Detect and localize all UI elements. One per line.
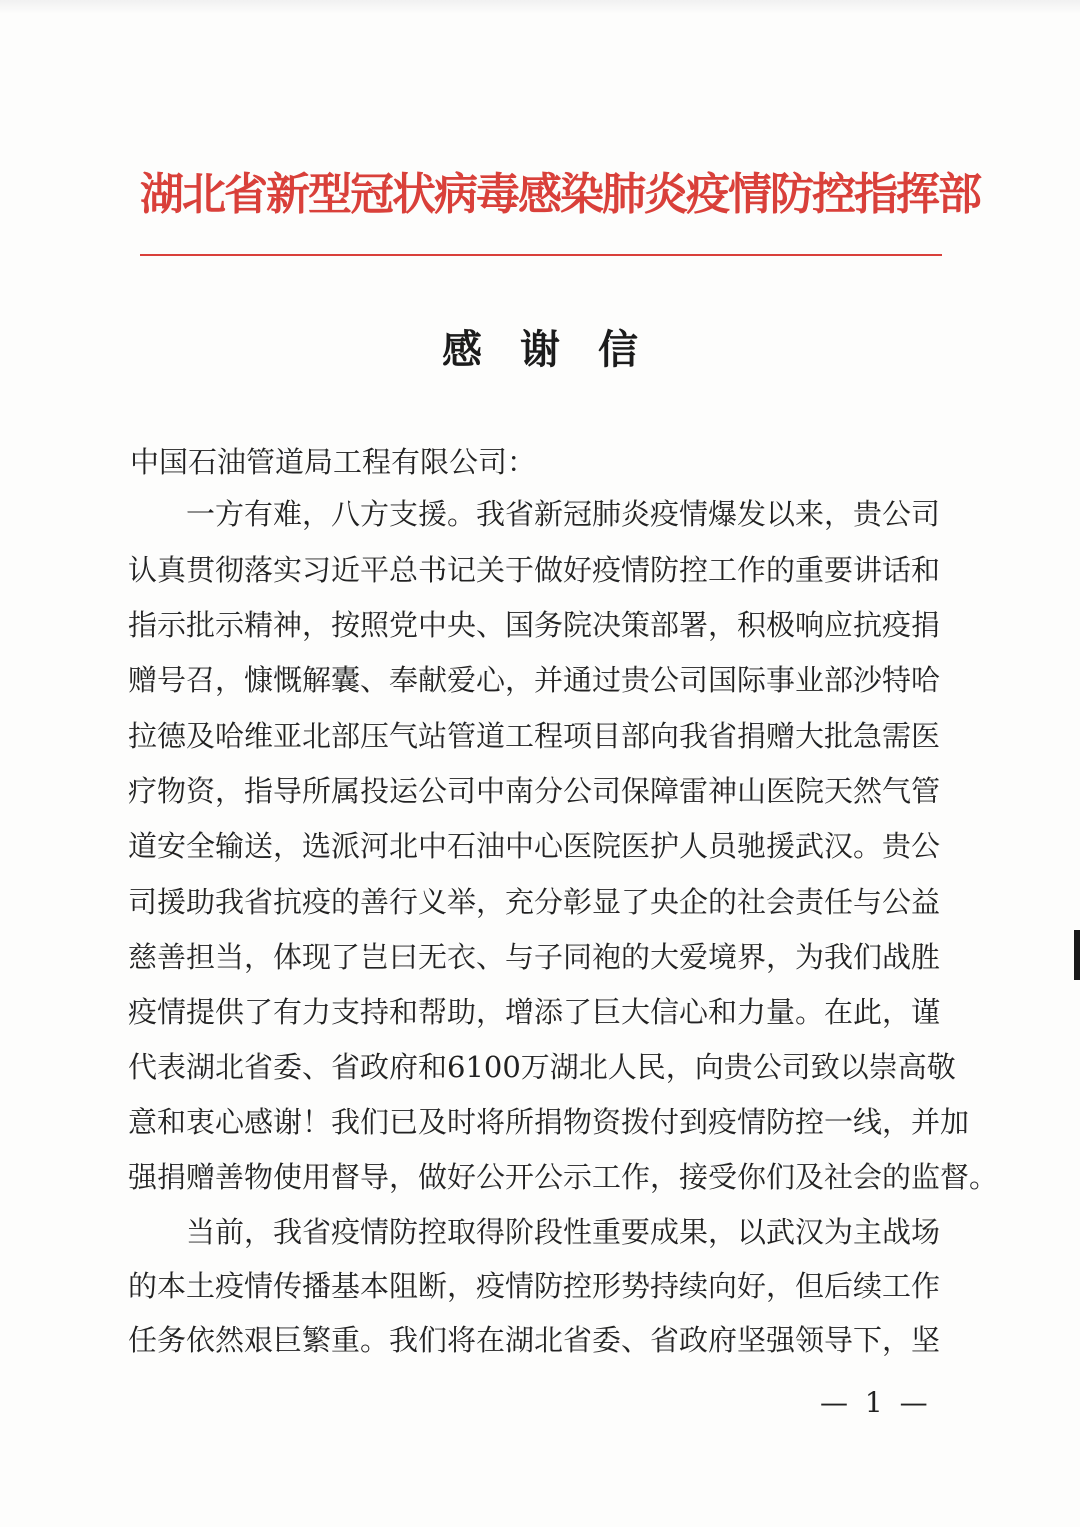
body-line: 的本土疫情传播基本阻断，疫情防控形势持续向好，但后续工作 (128, 1269, 941, 1303)
body-line: 司援助我省抗疫的善行义举，充分彰显了央企的社会责任与公益 (128, 885, 941, 919)
salutation: 中国石油管道局工程有限公司： (130, 445, 537, 479)
letterhead-divider (140, 254, 942, 256)
body-line: 一方有难，八方支援。我省新冠肺炎疫情爆发以来，贵公司 (186, 497, 941, 531)
body-line: 道安全输送，选派河北中石油中心医院医护人员驰援武汉。贵公 (128, 829, 941, 863)
body-line: 疗物资，指导所属投运公司中南分公司保障雷神山医院天然气管 (128, 774, 941, 808)
body-line: 任务依然艰巨繁重。我们将在湖北省委、省政府坚强领导下，坚 (128, 1323, 941, 1357)
body-line: 当前，我省疫情防控取得阶段性重要成果，以武汉为主战场 (186, 1215, 941, 1249)
letterhead-title: 湖北省新型冠状病毒感染肺炎疫情防控指挥部 (140, 169, 980, 220)
body-line: 慈善担当，体现了岂曰无衣、与子同袍的大爱境界，为我们战胜 (128, 940, 941, 974)
body-line: 代表湖北省委、省政府和6100万湖北人民，向贵公司致以崇高敬 (128, 1050, 956, 1084)
page-number: — 1 — (820, 1386, 932, 1419)
body-line: 意和衷心感谢！我们已及时将所捐物资拨付到疫情防控一线，并加 (128, 1105, 970, 1139)
scan-edge-mark (1074, 930, 1080, 980)
body-line: 赠号召，慷慨解囊、奉献爱心，并通过贵公司国际事业部沙特哈 (128, 663, 941, 697)
body-line: 疫情提供了有力支持和帮助，增添了巨大信心和力量。在此，谨 (128, 995, 941, 1029)
scan-edge-top (0, 0, 1080, 14)
body-line: 强捐赠善物使用督导，做好公开公示工作，接受你们及社会的监督。 (128, 1160, 999, 1194)
document-title: 感谢信 (442, 326, 676, 373)
body-line: 认真贯彻落实习近平总书记关于做好疫情防控工作的重要讲话和 (128, 553, 941, 587)
body-line: 拉德及哈维亚北部压气站管道工程项目部向我省捐赠大批急需医 (128, 719, 941, 753)
body-line: 指示批示精神，按照党中央、国务院决策部署，积极响应抗疫捐 (128, 608, 941, 642)
